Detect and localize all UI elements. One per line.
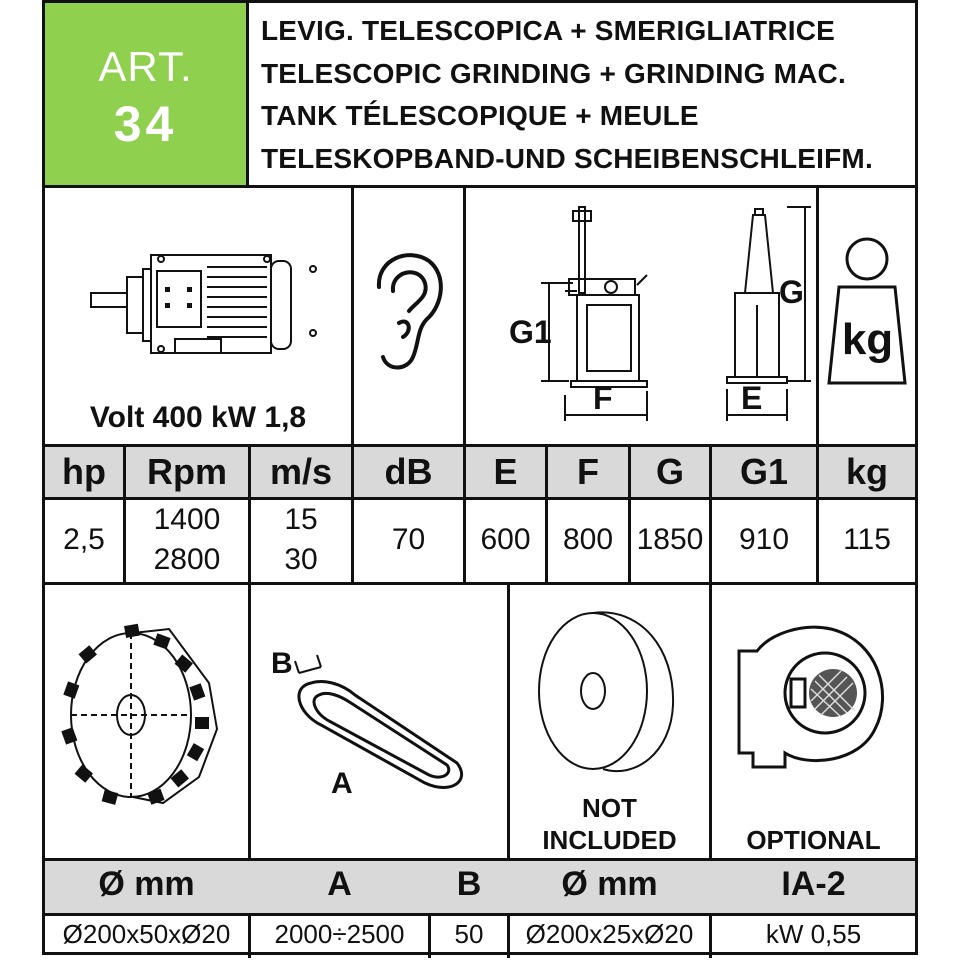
value-e: 600 <box>480 523 531 556</box>
bottom-value-wheel-dia: Ø200x50xØ20 <box>62 919 231 949</box>
value-db: 70 <box>391 523 426 556</box>
header-g: G <box>655 451 684 492</box>
value-g1: 910 <box>738 523 790 556</box>
ear-icon <box>369 247 447 373</box>
article-badge <box>45 3 246 185</box>
header-f: F <box>577 451 599 492</box>
value-hp: 2,5 <box>63 523 105 556</box>
motor-icon <box>91 247 301 363</box>
bottom-value-ia2: kW 0,55 <box>765 919 862 949</box>
bottom-header-b: B <box>456 865 482 903</box>
bottom-value-grinding-dia: Ø200x25xØ20 <box>525 919 694 949</box>
sanding-belt-icon <box>271 643 495 803</box>
motor-caption: Volt 400 kW 1,8 <box>89 401 307 434</box>
dimension-e: E <box>741 380 763 416</box>
grinding-wheel-icon <box>533 601 683 791</box>
value-kg: 115 <box>843 523 891 556</box>
article-label: ART. <box>98 43 193 90</box>
bottom-header-wheel-dia: Ø mm <box>98 865 195 903</box>
title-english: TELESCOPIC GRINDING + GRINDING MAC. <box>261 58 846 89</box>
value-ms-high: 30 <box>284 543 318 576</box>
header-rpm: Rpm <box>147 451 227 492</box>
value-ms-low: 15 <box>284 503 318 536</box>
header-g1: G1 <box>739 451 789 492</box>
article-number: 34 <box>113 96 178 152</box>
title-german: TELESKOPBAND-UND SCHEIBENSCHLEIFM. <box>261 143 873 174</box>
header-kg: kg <box>845 451 888 492</box>
bottom-header-ia2: IA-2 <box>781 865 846 903</box>
dimension-g: G <box>779 274 804 310</box>
weight-icon-label: kg <box>841 315 894 364</box>
contact-wheel-icon <box>59 619 229 809</box>
header-e: E <box>493 451 518 492</box>
value-f: 800 <box>562 523 614 556</box>
belt-dimension-b: B <box>271 647 293 680</box>
belt-dimension-a: A <box>331 767 353 800</box>
bottom-header-a: A <box>327 865 352 903</box>
value-rpm-high: 2800 <box>153 543 221 576</box>
title-french: TANK TÉLESCOPIQUE + MEULE <box>261 100 699 131</box>
machine-dimension-diagram <box>469 195 813 435</box>
value-rpm-low: 1400 <box>153 503 221 536</box>
bottom-header-grinding-dia: Ø mm <box>561 865 658 903</box>
title-italian: LEVIG. TELESCOPICA + SMERIGLIATRICE <box>261 15 836 46</box>
dimension-g1: G1 <box>509 314 552 350</box>
fan-note: OPTIONAL <box>746 825 881 855</box>
wheel-note-line2: INCLUDED <box>542 825 677 855</box>
header-ms: m/s <box>269 451 333 492</box>
header-db: dB <box>384 451 433 492</box>
spec-sheet <box>42 0 918 955</box>
extractor-fan-icon <box>737 617 897 777</box>
dimension-f: F <box>593 380 613 416</box>
bottom-value-b: 50 <box>454 919 484 949</box>
value-g: 1850 <box>636 523 704 556</box>
header-hp: hp <box>62 451 106 492</box>
wheel-note-line1: NOT <box>582 793 637 823</box>
bottom-value-a: 2000÷2500 <box>274 919 405 949</box>
